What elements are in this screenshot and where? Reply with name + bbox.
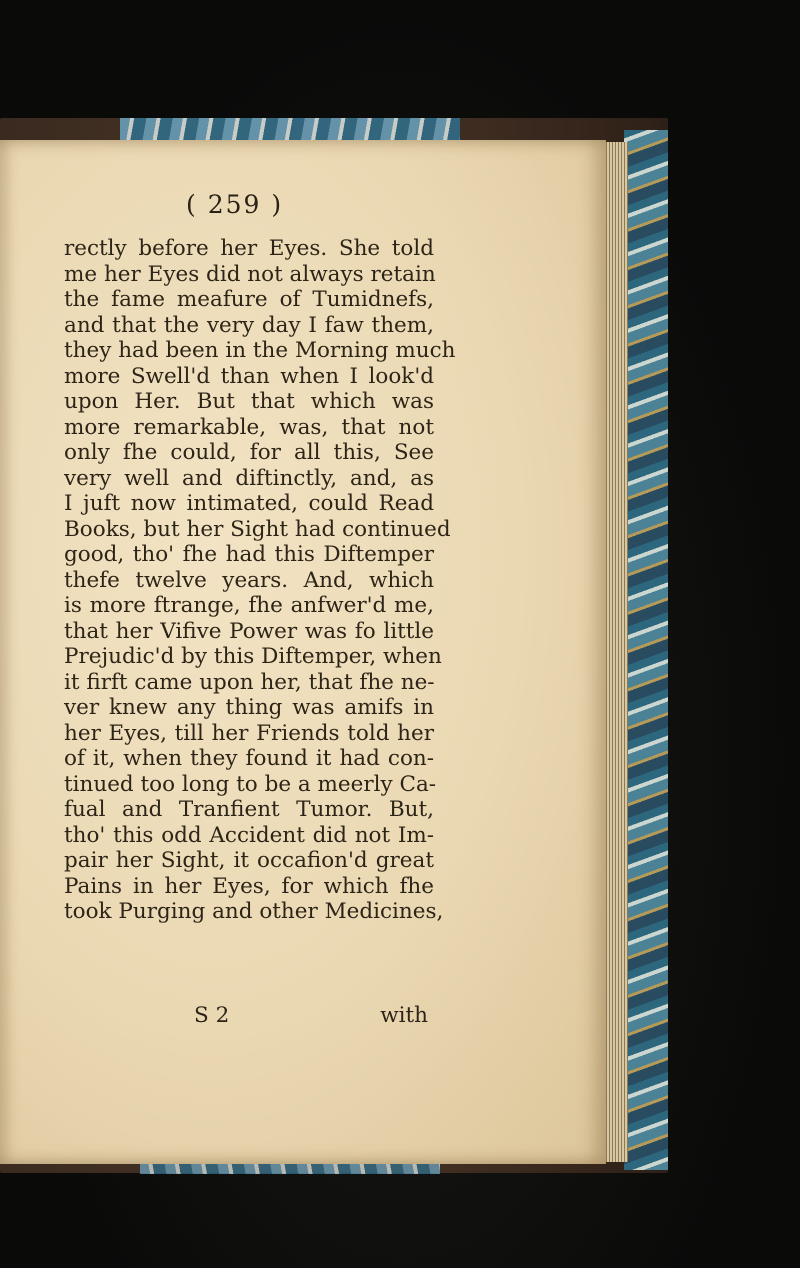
text-line: good, tho' fhe had this Diftemper (64, 542, 434, 567)
text-line: they had been in the Morning much (64, 338, 456, 363)
text-line: it firft came upon her, that fhe ne- (64, 669, 435, 695)
text-line: tho' this odd Accident did not Im- (64, 822, 434, 848)
text-line: thefe twelve years. And, which (64, 567, 434, 593)
text-line: is more ftrange, fhe anfwer'd me, (64, 593, 434, 618)
text-line: pair her Sight, it occafion'd great (64, 848, 434, 873)
catchword: with (380, 1003, 428, 1028)
text-line: tinued too long to be a meerly Ca- (64, 771, 437, 797)
text-line: more Swell'd than when I look'd (64, 363, 434, 389)
text-line: Prejudic'd by this Diftemper, when (64, 644, 442, 669)
text-line: upon Her. But that which was (64, 389, 434, 414)
text-line: rectly before her Eyes. She told (64, 236, 434, 261)
text-line: of it, when they found it had con- (64, 746, 434, 771)
marbled-fore-edge (624, 130, 668, 1170)
text-line: the fame meafure of Tumidnefs, (64, 287, 434, 312)
text-line: and that the very day I faw them, (64, 312, 434, 338)
text-line: that her Vifive Power was fo little (64, 618, 434, 644)
text-line: her Eyes, till her Friends told her (64, 720, 434, 746)
text-line: I juft now intimated, could Read (64, 491, 434, 516)
text-line: took Purging and other Medicines, (64, 899, 444, 924)
text-line: ver knew any thing was amifs in (64, 695, 434, 720)
text-line: Books, but her Sight had continued (64, 516, 451, 542)
footer-row (64, 1003, 434, 1029)
marbled-top-edge (120, 118, 460, 140)
text-line: only fhe could, for all this, See (64, 440, 434, 465)
body-text (64, 236, 456, 925)
text-line: very well and diftinctly, and, as (64, 465, 434, 491)
text-line: more remarkable, was, that not (64, 414, 434, 440)
page-number: ( 259 ) (186, 190, 284, 219)
signature-mark: S 2 (194, 1003, 230, 1028)
text-line: me her Eyes did not always retain (64, 261, 436, 287)
text-line: Pains in her Eyes, for which fhe (64, 873, 434, 899)
text-line: fual and Tranfient Tumor. But, (64, 797, 434, 822)
